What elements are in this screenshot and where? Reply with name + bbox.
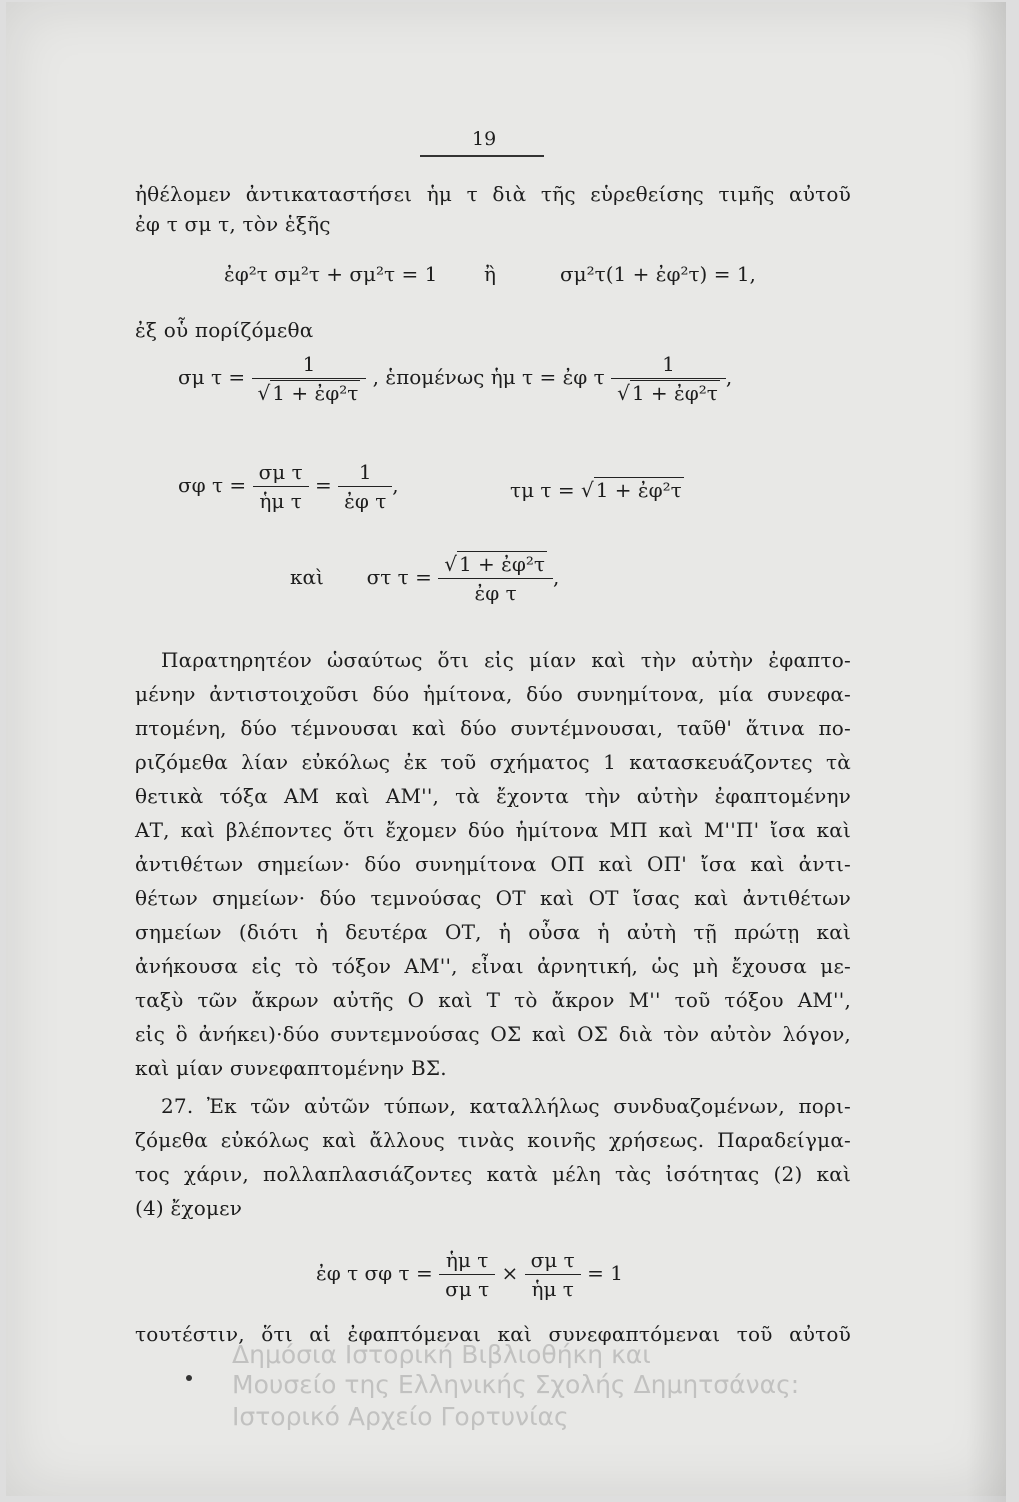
intro-line-2: ἐφ τ σμ τ, τὸν ἑξῆς [135, 212, 331, 236]
eq3-fraction-2 [338, 460, 392, 513]
eq4-denominator: ἐφ τ [438, 578, 553, 605]
eq2-fraction [252, 352, 367, 405]
equation-1-or: ἢ [484, 262, 496, 286]
eq4-numerator: √ 1 + ἐφ²τ [444, 552, 545, 576]
eq5-lhs: ἐφ τ σφ τ = [316, 1261, 433, 1285]
para2-line: (4) ἔχομεν [135, 1196, 243, 1220]
watermark-line: Μουσείο της Ελληνικής Σχολής Δημητσάνας: [232, 1370, 800, 1399]
eq3-radical: 1 + ἐφ²τ [595, 478, 682, 502]
para1-line: πτομένη, δύο τέμνουσαι καὶ δύο συντέμνουσαι, ταῦθ' ἅτινα πο- [135, 716, 851, 740]
para1-line: ἀντιθέτων σημείων· δύο συνημίτονα ΟΠ καὶ ΟΠ' ἴσα καὶ ἀντι- [135, 852, 851, 876]
para2-line: ζόμεθα εὐκόλως καὶ ἄλλους τινὰς κοινῆς χρήσεως. Παραδείγμα- [135, 1128, 851, 1152]
eq2-denominator: √ 1 + ἐφ²τ [252, 378, 367, 405]
eq2-numerator: 1 [302, 352, 316, 376]
eq5-rhs: = 1 [587, 1261, 623, 1285]
eq4-kai: καὶ [290, 565, 324, 589]
eq2-middle: , ἑπομένως ἡμ τ = ἐφ τ [372, 365, 605, 389]
eq2-denominator-2: √ 1 + ἐφ²τ [611, 378, 726, 405]
para2-line: τος χάριν, πολλαπλασιάζοντες κατὰ μέλη τὰς ἰσότητας (2) καὶ [135, 1162, 851, 1186]
eq5-fraction-2 [525, 1248, 581, 1301]
eq4-fraction [438, 552, 553, 605]
eq3-comma: , [392, 473, 399, 497]
eq3-lhs: σφ τ = [178, 473, 247, 497]
eq3-fraction-1 [253, 460, 309, 513]
eq5-times: × [501, 1261, 519, 1285]
eq4-end: , [552, 565, 560, 589]
eq3-equals: = [315, 473, 332, 497]
eq5-num-1: ἡμ τ [445, 1248, 489, 1272]
eq5-fraction-1 [439, 1248, 495, 1301]
eq4-lhs: στ τ = [366, 565, 432, 589]
equation-5 [316, 1248, 623, 1301]
eq3-rhs: τμ τ = [510, 478, 575, 502]
ink-dot [186, 1375, 192, 1381]
intro-line-1: ἠθέλομεν ἀντικαταστήσει ἡμ τ διὰ τῆς εὑρεθείσης τιμῆς αὐτοῦ [135, 182, 851, 206]
watermark-line: Ιστορικό Αρχείο Γορτυνίας [232, 1402, 569, 1431]
para1-line: ἀνήκουσα εἰς τὸ τόξον ΑΜ'', εἶναι ἀρνητική, ὡς μὴ ἔχουσα με- [135, 954, 851, 978]
para1-line: εἰς ὃ ἀνήκει)·δύο συντεμνούσας ΟΣ καὶ ΟΣ διὰ τὸν αὐτὸν λόγον, [135, 1022, 851, 1046]
para2-line: 27. Ἐκ τῶν αὐτῶν τύπων, καταλλήλως συνδυαζομένων, πορι- [161, 1094, 851, 1118]
para1-line: θέτων σημείων· δύο τεμνούσας ΟΤ καὶ ΟΤ ἴσας καὶ ἀντιθέτων [135, 886, 851, 910]
equation-4 [290, 552, 559, 605]
para1-line: ΑΤ, καὶ βλέποντες ὅτι ἔχομεν δύο ἡμίτονα ΜΠ καὶ Μ''Π' ἴσα καὶ [135, 818, 851, 842]
eq3-num-1: σμ τ [258, 460, 303, 484]
eq5-den-2: ἡμ τ [525, 1274, 581, 1301]
eq5-num-2: σμ τ [530, 1248, 575, 1272]
para1-line: θετικὰ τόξα ΑΜ καὶ ΑΜ'', τὰ ἔχοντα τὴν αὐτὴν ἐφαπτομένην [135, 784, 851, 808]
eq3-den-1: ἡμ τ [253, 486, 309, 513]
page-number: 19 [472, 128, 497, 150]
para1-line: ριζόμεθα λίαν εὐκόλως ἐκ τοῦ σχήματος 1 κατασκευάζοντες τὰ [135, 750, 851, 774]
eq2-fraction-2 [611, 352, 726, 405]
equation-2 [178, 352, 732, 405]
eq3-den-2: ἐφ τ [338, 486, 392, 513]
watermark-line: Δημόσια Ιστορική Βιβλιοθήκη και [232, 1340, 651, 1369]
para1-line: σημείων (διότι ἡ δευτέρα ΟΤ, ἡ οὖσα ἡ αὐτὴ τῇ πρώτῃ καὶ [135, 920, 851, 944]
equation-3 [178, 460, 399, 513]
equation-3-right: τμ τ = √ 1 + ἐφ²τ [510, 478, 682, 502]
eq5-den-1: σμ τ [439, 1274, 495, 1301]
equation-1-left: ἐφ²τ σμ²τ + σμ²τ = 1 [224, 262, 438, 286]
eq3-num-2: 1 [358, 460, 372, 484]
eq2-numerator-2: 1 [662, 352, 675, 376]
final-line: τουτέστιν, ὅτι αἱ ἐφαπτόμεναι καὶ συνεφαπτόμεναι τοῦ αὐτοῦ [135, 1322, 851, 1346]
eq2-lhs: σμ τ = [178, 365, 246, 389]
header-rule [420, 155, 544, 157]
para1-line: Παρατηρητέον ὡσαύτως ὅτι εἰς μίαν καὶ τὴν αὐτὴν ἐφαπτο- [161, 648, 851, 672]
eq2-end: , [725, 365, 733, 389]
whence-line: ἐξ οὗ πορίζόμεθα [135, 318, 314, 342]
para1-line: ταξὺ τῶν ἄκρων αὐτῆς Ο καὶ Τ τὸ ἄκρον Μ'' τοῦ τόξου ΑΜ'', [135, 988, 851, 1012]
equation-1-right: σμ²τ(1 + ἐφ²τ) = 1, [560, 262, 756, 286]
page-edge-shadow [966, 2, 1006, 1502]
para1-line: μένην ἀντιστοιχοῦσι δύο ἡμίτονα, δύο συνημίτονα, μία συνεφα- [135, 682, 851, 706]
para1-line: καὶ μίαν συνεφαπτομένην ΒΣ. [135, 1056, 447, 1080]
